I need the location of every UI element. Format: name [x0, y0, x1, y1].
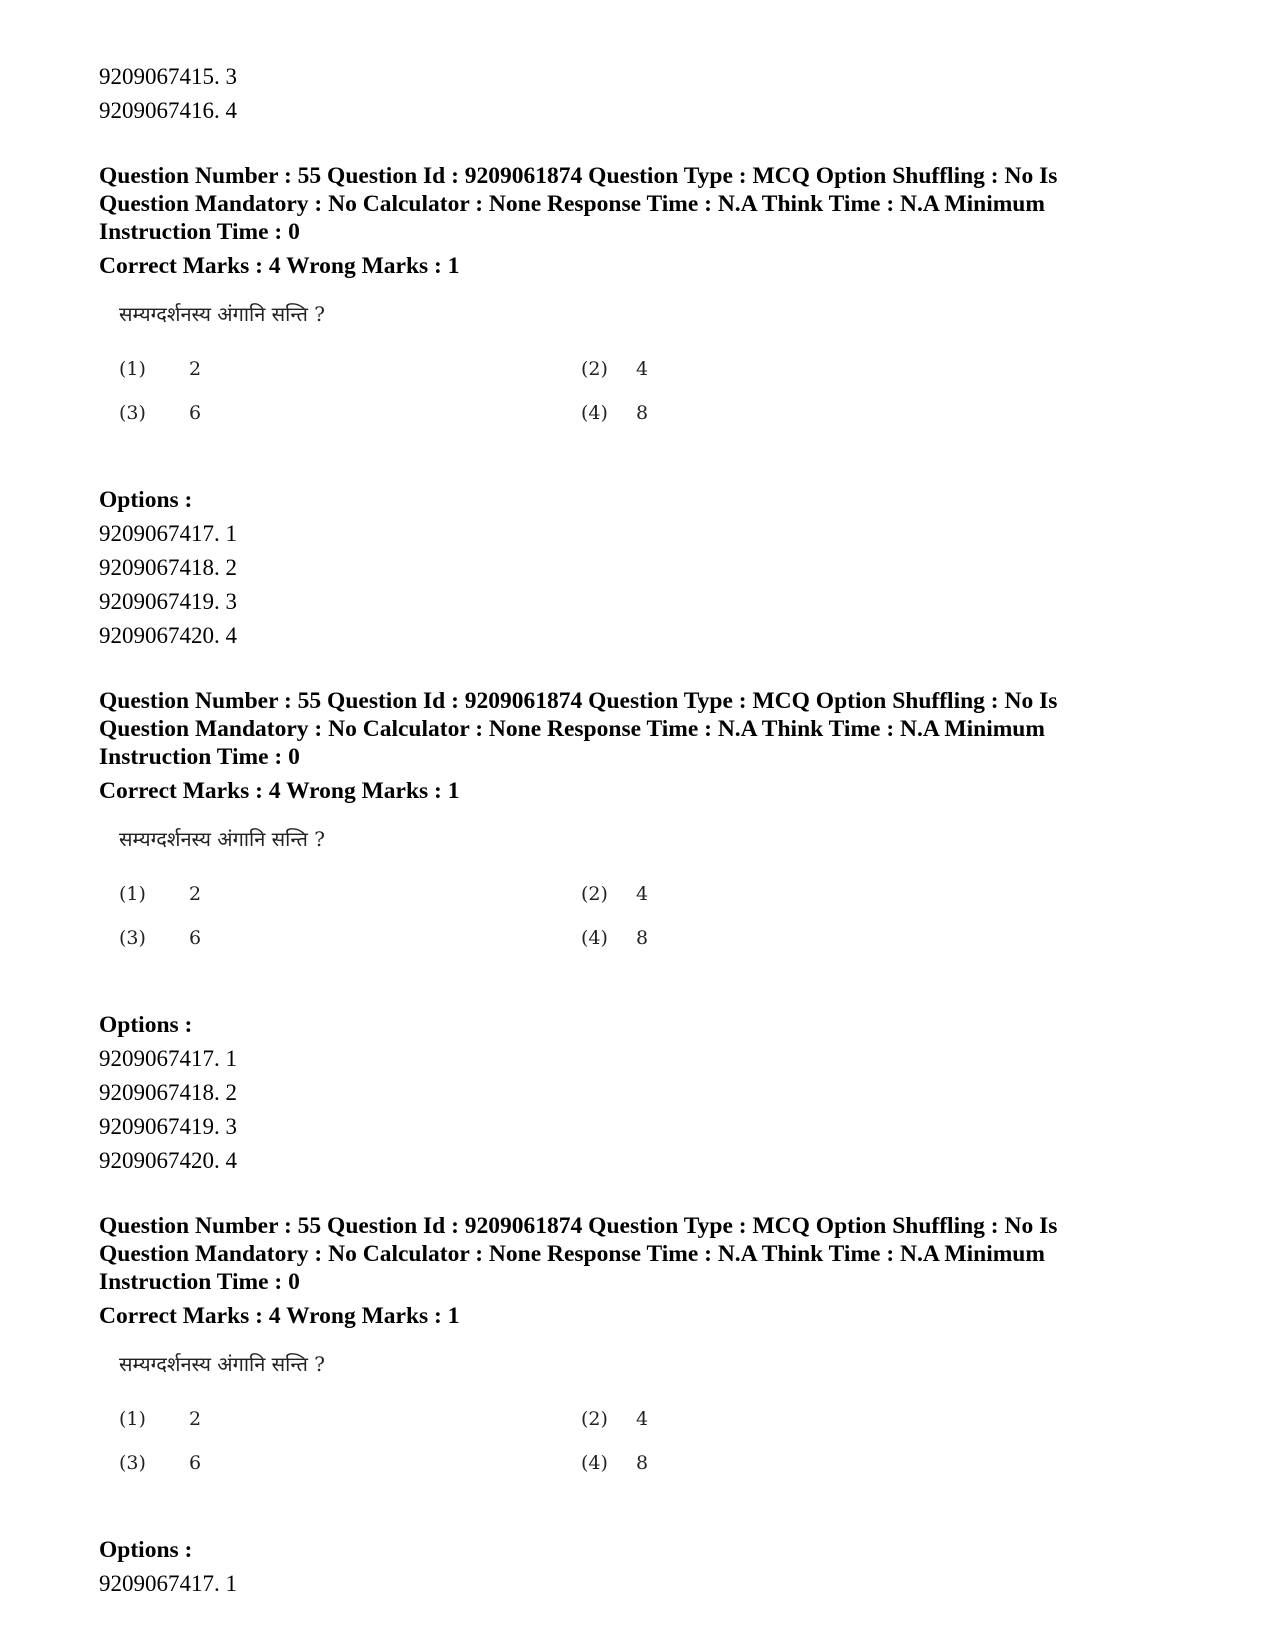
previous-options-list: [99, 60, 1179, 128]
choice-number: (2): [581, 358, 608, 380]
choice-number: (1): [119, 883, 146, 905]
question-header-line: Question Mandatory : No Calculator : None Response Time : N.A Think Time : N.A Minimum: [99, 1241, 1045, 1267]
marks-line: Correct Marks : 4 Wrong Marks : 1: [99, 253, 460, 279]
choice-value: 8: [636, 1452, 649, 1474]
question-image: [99, 1350, 1179, 1535]
question-header-line: Instruction Time : 0: [99, 744, 300, 770]
choice-2: [581, 883, 648, 905]
choice-number: (2): [581, 883, 608, 905]
choice-3: [119, 927, 201, 949]
question-image: [99, 825, 1179, 1010]
choice-4: [581, 1452, 648, 1474]
question-header-line: Question Number : 55 Question Id : 9209061874 Question Type : MCQ Option Shuffling : No Is: [99, 163, 1058, 189]
option-line: 9209067416. 4: [99, 98, 237, 123]
question-text: सम्यग्दर्शनस्य अंगानि सन्ति ?: [119, 827, 325, 851]
choice-2: [581, 358, 648, 380]
choice-value: 4: [636, 883, 649, 905]
choice-2: [581, 1408, 648, 1430]
question-header-line: Question Mandatory : No Calculator : None Response Time : N.A Think Time : N.A Minimum: [99, 716, 1045, 742]
choice-4: [581, 927, 648, 949]
marks-line: Correct Marks : 4 Wrong Marks : 1: [99, 1303, 460, 1329]
option-line: 9209067418. 2: [99, 1080, 237, 1105]
option-line: 9209067417. 1: [99, 521, 237, 546]
options-label: Options :: [99, 1012, 193, 1038]
choice-3: [119, 402, 201, 424]
choice-value: 8: [636, 927, 649, 949]
option-line: 9209067415. 3: [99, 64, 237, 89]
choice-value: 6: [189, 927, 202, 949]
choice-number: (1): [119, 358, 146, 380]
choice-value: 2: [189, 1408, 202, 1430]
option-line: 9209067418. 2: [99, 555, 237, 580]
choice-value: 6: [189, 402, 202, 424]
choice-value: 6: [189, 1452, 202, 1474]
choice-4: [581, 402, 648, 424]
options-label: Options :: [99, 1537, 193, 1563]
choice-1: [119, 358, 201, 380]
choice-number: (3): [119, 402, 146, 424]
choice-number: (3): [119, 1452, 146, 1474]
marks-line: Correct Marks : 4 Wrong Marks : 1: [99, 778, 460, 804]
choice-number: (4): [581, 402, 608, 424]
question-header-line: Question Mandatory : No Calculator : None Response Time : N.A Think Time : N.A Minimum: [99, 191, 1045, 217]
option-line: 9209067420. 4: [99, 623, 237, 648]
choice-value: 2: [189, 358, 202, 380]
choice-1: [119, 1408, 201, 1430]
question-header-line: Instruction Time : 0: [99, 1269, 300, 1295]
option-line: 9209067419. 3: [99, 589, 237, 614]
question-image: [99, 300, 1179, 485]
question-block: [99, 1212, 1179, 1601]
option-line: 9209067419. 3: [99, 1114, 237, 1139]
choice-number: (2): [581, 1408, 608, 1430]
question-text: सम्यग्दर्शनस्य अंगानि सन्ति ?: [119, 302, 325, 326]
question-block: [99, 687, 1179, 1178]
question-header-line: Instruction Time : 0: [99, 219, 300, 245]
question-header-line: Question Number : 55 Question Id : 9209061874 Question Type : MCQ Option Shuffling : No Is: [99, 1213, 1058, 1239]
choice-number: (4): [581, 1452, 608, 1474]
choice-value: 2: [189, 883, 202, 905]
options-label: Options :: [99, 487, 193, 513]
option-line: 9209067417. 1: [99, 1046, 237, 1071]
option-line: 9209067417. 1: [99, 1571, 237, 1596]
choice-value: 8: [636, 402, 649, 424]
option-line: 9209067420. 4: [99, 1148, 237, 1173]
choice-1: [119, 883, 201, 905]
choice-number: (4): [581, 927, 608, 949]
choice-number: (3): [119, 927, 146, 949]
choice-value: 4: [636, 358, 649, 380]
question-text: सम्यग्दर्शनस्य अंगानि सन्ति ?: [119, 1352, 325, 1376]
document-page: [99, 60, 1179, 1635]
choice-3: [119, 1452, 201, 1474]
choice-value: 4: [636, 1408, 649, 1430]
question-block: [99, 162, 1179, 653]
question-header-line: Question Number : 55 Question Id : 9209061874 Question Type : MCQ Option Shuffling : No Is: [99, 688, 1058, 714]
choice-number: (1): [119, 1408, 146, 1430]
